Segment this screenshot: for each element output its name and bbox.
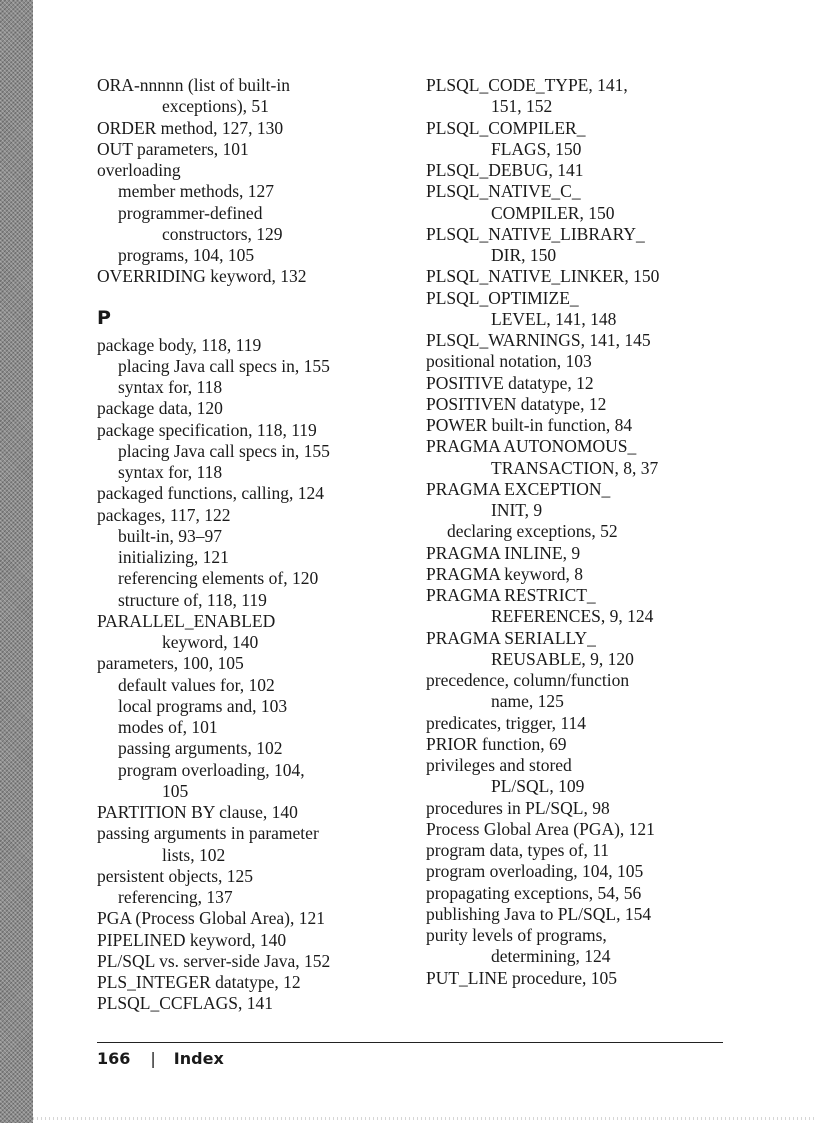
index-entry-text: placing Java call specs in, 155 [118, 440, 330, 461]
index-entry [97, 908, 407, 929]
index-entry-text: program overloading, 104, 105 [426, 861, 644, 882]
index-entry [97, 160, 407, 181]
index-entry-text: privileges and stored [426, 755, 572, 775]
index-entry-text: PUT_LINE procedure, 105 [426, 967, 617, 988]
index-entry-continuation: INIT, 9 [491, 500, 543, 520]
index-entry-text: PL/SQL vs. server-side Java, 152 [97, 950, 331, 971]
index-entry [97, 335, 407, 356]
index-subentry [97, 760, 407, 803]
index-subentry [97, 377, 407, 398]
index-entry-text: predicates, trigger, 114 [426, 712, 586, 733]
index-entry-text: default values for, 102 [118, 674, 275, 695]
index-entry [97, 653, 407, 674]
index-entry-text: PLSQL_COMPILER_ [426, 117, 586, 138]
index-entry [426, 755, 736, 798]
index-subentry [97, 526, 407, 547]
index-entry [426, 840, 736, 861]
index-entry [426, 564, 736, 585]
index-entry-text: program overloading, 104, [118, 759, 305, 780]
index-entry-text: programs, 104, 105 [118, 245, 255, 265]
index-entry-continuation: FLAGS, 150 [491, 138, 582, 159]
book-binding-edge [0, 0, 33, 1123]
index-entry [97, 802, 407, 823]
index-subentry [97, 462, 407, 483]
index-entry-text: PLSQL_CCFLAGS, 141 [97, 993, 274, 1014]
index-entry-text: POWER built-in function, 84 [426, 415, 633, 435]
index-entry [97, 930, 407, 951]
index-entry [97, 398, 407, 419]
index-entry-text: PRIOR function, 69 [426, 733, 567, 754]
index-entry-text: syntax for, 118 [118, 462, 223, 482]
index-entry [97, 118, 407, 139]
index-subentry [97, 568, 407, 589]
index-entry-text: procedures in PL/SQL, 98 [426, 797, 610, 818]
index-entry [97, 951, 407, 972]
index-entry-text: PRAGMA INLINE, 9 [426, 542, 581, 563]
index-entry-text: PRAGMA AUTONOMOUS_ [426, 436, 637, 457]
index-entry-text: package specification, 118, 119 [97, 419, 317, 440]
index-entry [97, 75, 407, 118]
index-entry [426, 224, 736, 267]
index-entry-text: passing arguments in parameter [97, 823, 319, 844]
index-entry [426, 75, 736, 118]
index-entry-text: structure of, 118, 119 [118, 589, 267, 610]
index-letter-heading: P [97, 306, 111, 329]
index-entry-continuation: 151, 152 [491, 96, 553, 117]
footer-section-title: Index [173, 1049, 224, 1068]
index-entry-text: ORA-nnnnn (list of built-in [97, 75, 290, 95]
index-entry [97, 993, 407, 1014]
index-subentry [97, 203, 407, 246]
index-column-left [97, 75, 407, 1015]
index-subentry [97, 181, 407, 202]
index-entry [426, 861, 736, 882]
index-subentry [97, 547, 407, 568]
index-entry-text: PLSQL_OPTIMIZE_ [426, 287, 579, 308]
index-entry-text: PARTITION BY clause, 140 [97, 802, 298, 822]
index-entry-text: precedence, column/function [426, 670, 630, 690]
index-entry-text: parameters, 100, 105 [97, 653, 244, 674]
index-entry [97, 866, 407, 887]
index-entry-text: PIPELINED keyword, 140 [97, 929, 287, 950]
index-entry [97, 611, 407, 654]
index-entry-continuation: DIR, 150 [491, 245, 557, 265]
index-entry-text: initializing, 121 [118, 547, 229, 567]
index-subentry [97, 696, 407, 717]
page-number: 166 [97, 1049, 131, 1068]
index-entry-text: PLS_INTEGER datatype, 12 [97, 972, 301, 992]
index-entry-text: PRAGMA keyword, 8 [426, 563, 584, 584]
index-entry-text: ORDER method, 127, 130 [97, 117, 284, 138]
index-entry [426, 288, 736, 331]
index-subentry [97, 590, 407, 611]
index-entry-continuation: REFERENCES, 9, 124 [491, 606, 654, 627]
index-entry-text: package data, 120 [97, 398, 223, 419]
index-entry [426, 266, 736, 287]
index-entry-text: purity levels of programs, [426, 925, 607, 945]
footer-rule [97, 1042, 723, 1043]
index-entry [426, 479, 736, 522]
index-entry-text: PLSQL_DEBUG, 141 [426, 160, 584, 180]
index-entry [426, 160, 736, 181]
index-entry [426, 415, 736, 436]
index-entry [97, 505, 407, 526]
index-entry [426, 351, 736, 372]
index-entry [426, 713, 736, 734]
index-entry-text: POSITIVE datatype, 12 [426, 372, 594, 393]
index-entry-continuation: lists, 102 [162, 844, 226, 865]
index-entry [97, 823, 407, 866]
index-entry-text: PLSQL_WARNINGS, 141, 145 [426, 330, 651, 350]
index-entry-text: PGA (Process Global Area), 121 [97, 908, 325, 929]
index-entry [426, 394, 736, 415]
index-entry-text: syntax for, 118 [118, 377, 223, 397]
index-entry-text: positional notation, 103 [426, 351, 592, 372]
index-entry-text: referencing elements of, 120 [118, 568, 319, 589]
index-subentry [97, 441, 407, 462]
index-entry-continuation: name, 125 [491, 691, 564, 712]
index-entry [426, 819, 736, 840]
index-entry-continuation: COMPILER, 150 [491, 202, 615, 223]
index-entry-text: PLSQL_NATIVE_LINKER, 150 [426, 266, 660, 287]
index-entry-text: propagating exceptions, 54, 56 [426, 882, 642, 903]
index-entry [426, 585, 736, 628]
index-entry [97, 420, 407, 441]
index-subentry [97, 887, 407, 908]
index-entry [426, 330, 736, 351]
index-entry-text: overloading [97, 160, 181, 180]
index-entry-text: package body, 118, 119 [97, 334, 262, 355]
index-entry-continuation: TRANSACTION, 8, 37 [491, 457, 659, 478]
index-entry-continuation: determining, 124 [491, 946, 611, 967]
index-entry-text: member methods, 127 [118, 181, 275, 202]
index-entry-text: placing Java call specs in, 155 [118, 355, 330, 376]
index-entry-text: POSITIVEN datatype, 12 [426, 393, 607, 414]
index-entry [426, 925, 736, 968]
index-entry-continuation: PL/SQL, 109 [491, 776, 585, 797]
index-entry [97, 266, 407, 287]
index-entry [426, 118, 736, 161]
index-entry-text: modes of, 101 [118, 717, 218, 737]
index-entry-continuation: LEVEL, 141, 148 [491, 308, 617, 329]
index-entry [426, 968, 736, 989]
index-entry-continuation: keyword, 140 [162, 632, 259, 652]
index-entry [426, 798, 736, 819]
index-entry [426, 436, 736, 479]
index-entry-text: publishing Java to PL/SQL, 154 [426, 903, 652, 924]
index-subentry [97, 738, 407, 759]
index-subentry [97, 356, 407, 377]
index-entry-text: referencing, 137 [118, 887, 233, 907]
index-entry-text: PLSQL_CODE_TYPE, 141, [426, 75, 628, 95]
index-entry-text: PRAGMA EXCEPTION_ [426, 478, 611, 499]
index-entry-text: OVERRIDING keyword, 132 [97, 266, 307, 287]
index-subentry [97, 675, 407, 696]
index-entry [426, 904, 736, 925]
index-entry-text: declaring exceptions, 52 [447, 521, 618, 542]
index-entry [426, 181, 736, 224]
index-subentry [426, 521, 736, 542]
index-entry-text: built-in, 93–97 [118, 525, 223, 546]
index-entry-text: programmer-defined [118, 202, 263, 223]
index-entry [426, 373, 736, 394]
index-entry [97, 139, 407, 160]
index-subentry [97, 245, 407, 266]
index-subentry [97, 717, 407, 738]
index-entry-text: packages, 117, 122 [97, 504, 231, 525]
index-entry-text: OUT parameters, 101 [97, 138, 249, 159]
index-entry [426, 734, 736, 755]
index-entry [426, 670, 736, 713]
index-entry [426, 883, 736, 904]
index-entry-continuation: 105 [162, 780, 189, 801]
index-entry [426, 628, 736, 671]
index-entry-continuation: exceptions), 51 [162, 96, 269, 117]
index-entry-text: program data, types of, 11 [426, 840, 610, 860]
index-entry-text: PLSQL_NATIVE_LIBRARY_ [426, 223, 645, 244]
index-entry-text: packaged functions, calling, 124 [97, 483, 324, 504]
index-entry-continuation: constructors, 129 [162, 223, 283, 244]
index-entry-continuation: REUSABLE, 9, 120 [491, 648, 634, 669]
index-entry-text: persistent objects, 125 [97, 865, 254, 886]
index-column-right [426, 75, 736, 989]
index-entry-text: PARALLEL_ENABLED [97, 610, 276, 631]
index-entry-text: local programs and, 103 [118, 695, 288, 716]
index-entry [97, 972, 407, 993]
index-entry-text: PRAGMA RESTRICT_ [426, 585, 596, 605]
index-entry [97, 483, 407, 504]
index-entry-text: PLSQL_NATIVE_C_ [426, 181, 581, 202]
index-entry-text: Process Global Area (PGA), 121 [426, 818, 655, 839]
index-entry [426, 543, 736, 564]
page-footer [97, 1048, 224, 1070]
footer-separator: | [150, 1049, 156, 1068]
index-entry-text: passing arguments, 102 [118, 738, 283, 759]
page-bottom-edge [33, 1117, 816, 1120]
index-entry-text: PRAGMA SERIALLY_ [426, 627, 596, 648]
